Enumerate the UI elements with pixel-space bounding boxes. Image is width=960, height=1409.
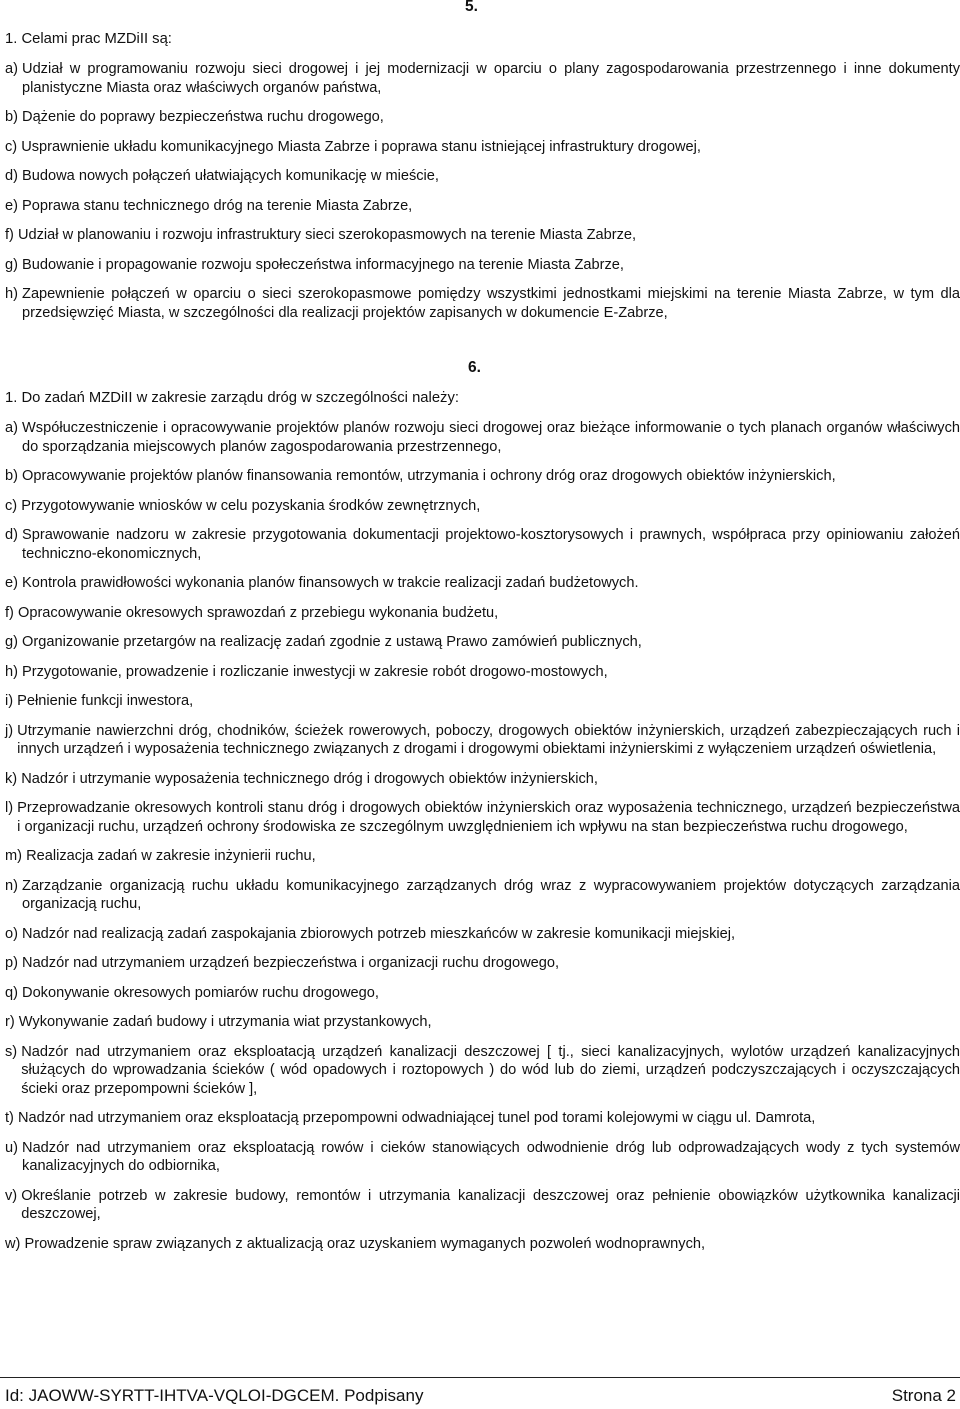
list-item-text: Dążenie do poprawy bezpieczeństwa ruchu drogowego,	[22, 109, 384, 125]
section-6-intro: 1. Do zadań MZDiII w zakresie zarządu dróg w szczególności należy:	[5, 390, 459, 406]
list-item-text: Określanie potrzeb w zakresie budowy, remontów i utrzymania kanalizacji deszczowej oraz pełnienie obowiązków użytkownika kanalizacji deszczowej,	[21, 1187, 960, 1222]
list-item	[5, 604, 960, 623]
list-item-letter: a)	[5, 420, 23, 436]
list-item-text: Nadzór nad realizacją zadań zaspokajania zbiorowych potrzeb mieszkańców w zakresie komunikacji miejskiej,	[22, 925, 736, 942]
list-item-text: Budowa nowych połączeń ułatwiających komunikację w mieście,	[22, 168, 439, 184]
list-item-letter: i)	[5, 693, 18, 709]
list-item-text: Wykonywanie zadań budowy i utrzymania wiat przystankowych,	[18, 1014, 432, 1030]
list-item	[5, 108, 960, 127]
list-item	[5, 256, 960, 275]
list-item-letter: a)	[5, 61, 23, 77]
list-item-letter: m)	[5, 848, 27, 864]
list-item-letter: e)	[5, 575, 23, 591]
list-item	[5, 467, 960, 486]
list-item	[5, 1109, 960, 1128]
list-item-letter: f)	[5, 604, 18, 621]
list-item	[5, 419, 960, 456]
section-5-number: 5.	[465, 0, 478, 15]
list-item-letter: t)	[5, 1110, 18, 1126]
list-item-text: Budowanie i propagowanie rozwoju społeczeństwa informacyjnego na terenie Miasta Zabrze,	[22, 256, 624, 273]
list-item	[5, 984, 960, 1003]
list-item-text: Przeprowadzanie okresowych kontroli stanu dróg i drogowych obiektów inżynierskich oraz wyposażenia technicznego, urządzeń bezpieczeństwa i organizacji ruchu, urządzeń ochrony środowiska ze szczególnym uwzględnieniem ich wpływu na stan bezpieczeństwa ruchu drogowego,	[17, 800, 960, 835]
list-item-text: Organizowanie przetargów na realizację zadań zgodnie z ustawą Prawo zamówień publicznych,	[22, 634, 642, 650]
list-item-letter: b)	[5, 109, 23, 125]
list-item-letter: r)	[5, 1014, 19, 1030]
list-item	[5, 954, 960, 973]
list-item-text: Nadzór nad utrzymaniem oraz eksploatacją urządzeń kanalizacji deszczowej [ tj., sieci kanalizacyjnych, wylotów urządzeń kanalizacyjnych służących do wprowadzania ścieków ( wód opadowych i roztopowych ) do wód lub do ziemi, urządzeń podczyszczających i oczyszczających ścieki oraz przepompowni ścieków ],	[21, 1043, 960, 1097]
list-item-text: Pełnienie funkcji inwestora,	[17, 693, 194, 709]
list-item-letter: d)	[5, 168, 23, 184]
list-item-text: Realizacja zadań w zakresie inżynierii ruchu,	[26, 848, 316, 864]
list-item-letter: b)	[5, 468, 23, 484]
list-item-text: Prowadzenie spraw związanych z aktualizacją oraz uzyskaniem wymaganych pozwoleń wodnoprawnych,	[24, 1235, 706, 1252]
list-item	[5, 847, 960, 866]
list-item-text: Kontrola prawidłowości wykonania planów finansowych w trakcie realizacji zadań budżetowych.	[22, 575, 639, 591]
list-item-text: Nadzór nad utrzymaniem urządzeń bezpieczeństwa i organizacji ruchu drogowego,	[22, 955, 560, 971]
list-item	[5, 285, 960, 322]
list-item-letter: g)	[5, 256, 23, 273]
list-item-text: Przygotowywanie wniosków w celu pozyskania środków zewnętrznych,	[21, 497, 481, 514]
list-item	[5, 633, 960, 652]
list-item	[5, 167, 960, 186]
list-item-letter: h)	[5, 663, 23, 680]
list-item-text: Nadzór nad utrzymaniem oraz eksploatacją rowów i cieków stanowiących odwodnienie dróg lub odprowadzających wody z tych systemów kanalizacyjnych do odbiornika,	[22, 1139, 960, 1174]
list-item	[5, 226, 960, 245]
list-item-letter: l)	[5, 800, 18, 816]
list-item	[5, 60, 960, 97]
list-item-text: Opracowywanie okresowych sprawozdań z przebiegu wykonania budżetu,	[17, 604, 499, 621]
list-item	[5, 1013, 960, 1032]
list-item	[5, 1187, 960, 1224]
list-item-letter: d)	[5, 527, 23, 543]
list-item-text: Udział w planowaniu i rozwoju infrastruktury sieci szerokopasmowych na terenie Miasta Zabrze,	[17, 227, 637, 243]
list-item-text: Nadzór nad utrzymaniem oraz eksploatacją przepompowni odwadniającej tunel pod torami kolejowymi w ciągu ul. Damrota,	[17, 1110, 816, 1126]
list-item	[5, 877, 960, 914]
section-6-list	[5, 419, 960, 1253]
list-item-text: Zapewnienie połączeń w oparciu o sieci szerokopasmowe pomiędzy wszystkimi jednostkami miejskimi na terenie Miasta Zabrze, w tym dla przedsięwzięć Miasta, w szczególności dla realizacji projektów zapisanych w dokumencie E-Zabrze,	[22, 286, 960, 321]
list-item	[5, 526, 960, 563]
list-item-letter: c)	[5, 138, 22, 155]
list-item	[5, 770, 960, 789]
list-item-letter: g)	[5, 634, 23, 650]
list-item-letter: j)	[5, 722, 18, 739]
section-6-number: 6.	[468, 359, 481, 376]
list-item	[5, 138, 960, 157]
list-item-letter: u)	[5, 1139, 23, 1156]
footer-document-id: Id: JAOWW-SYRTT-IHTVA-VQLOI-DGCEM. Podpisany	[5, 1386, 424, 1405]
list-item-letter: v)	[5, 1187, 22, 1204]
list-item	[5, 1043, 960, 1099]
list-item-text: Poprawa stanu technicznego dróg na terenie Miasta Zabrze,	[22, 197, 413, 214]
list-item	[5, 1235, 960, 1254]
list-item-text: Nadzór i utrzymanie wyposażenia technicznego dróg i drogowych obiektów inżynierskich,	[21, 770, 598, 787]
list-item-letter: h)	[5, 286, 23, 302]
section-5-list	[5, 60, 960, 322]
list-item-letter: c)	[5, 497, 22, 514]
list-item-text: Współuczestniczenie i opracowywanie projektów planów rozwoju sieci drogowej oraz bieżące informowanie o tych planach organów właściwych do sporządzania miejscowych planów zagospodarowania przestrzennego,	[22, 420, 960, 455]
section-5-intro: 1. Celami prac MZDiII są:	[5, 31, 172, 47]
list-item-text: Dokonywanie okresowych pomiarów ruchu drogowego,	[22, 984, 379, 1001]
list-item-letter: f)	[5, 227, 18, 243]
list-item	[5, 663, 960, 682]
list-item-letter: n)	[5, 877, 23, 894]
list-item	[5, 925, 960, 944]
list-item	[5, 1139, 960, 1176]
list-item-letter: s)	[5, 1043, 22, 1060]
list-item-letter: p)	[5, 955, 23, 971]
list-item	[5, 722, 960, 759]
list-item-letter: o)	[5, 925, 23, 942]
list-item	[5, 197, 960, 216]
list-item	[5, 497, 960, 516]
list-item-text: Zarządzanie organizacją ruchu układu komunikacyjnego zarządzanych dróg wraz z wypracowywaniem projektów dotyczących zarządzania organizacją ruchu,	[22, 877, 960, 912]
footer-page-number: Strona 2	[891, 1386, 956, 1405]
list-item	[5, 692, 960, 711]
list-item-letter: q)	[5, 984, 23, 1001]
list-item-text: Utrzymanie nawierzchni dróg, chodników, ścieżek rowerowych, poboczy, drogowych obiektów inżynierskich, urządzeń zabezpieczających ruch i innych urządzeń i wyposażenia technicznego związanych z drogami i drogowymi obiektami inżynierskimi z wyłączeniem urządzeń oświetlenia,	[17, 722, 960, 757]
list-item-text: Usprawnienie układu komunikacyjnego Miasta Zabrze i poprawa stanu istniejącej infrastruktury drogowej,	[21, 138, 701, 155]
list-item-letter: w)	[5, 1235, 25, 1252]
list-item-text: Sprawowanie nadzoru w zakresie przygotowania dokumentacji projektowo-kosztorysowych i prawnych, współpraca przy opiniowaniu założeń techniczno-ekonomicznych,	[22, 527, 960, 562]
list-item-text: Przygotowanie, prowadzenie i rozliczanie inwestycji w zakresie robót drogowo-mostowych,	[22, 663, 608, 680]
list-item-text: Udział w programowaniu rozwoju sieci drogowej i jej modernizacji w oparciu o plany zagospodarowania przestrzennego i inne dokumenty planistyczne Miasta oraz właściwych organów państwa,	[22, 61, 960, 96]
list-item-letter: e)	[5, 197, 23, 214]
list-item	[5, 574, 960, 593]
footer-divider	[0, 1377, 960, 1378]
list-item-text: Opracowywanie projektów planów finansowania remontów, utrzymania i ochrony dróg oraz drogowych obiektów inżynierskich,	[22, 468, 836, 484]
list-item	[5, 799, 960, 836]
list-item-letter: k)	[5, 770, 22, 787]
